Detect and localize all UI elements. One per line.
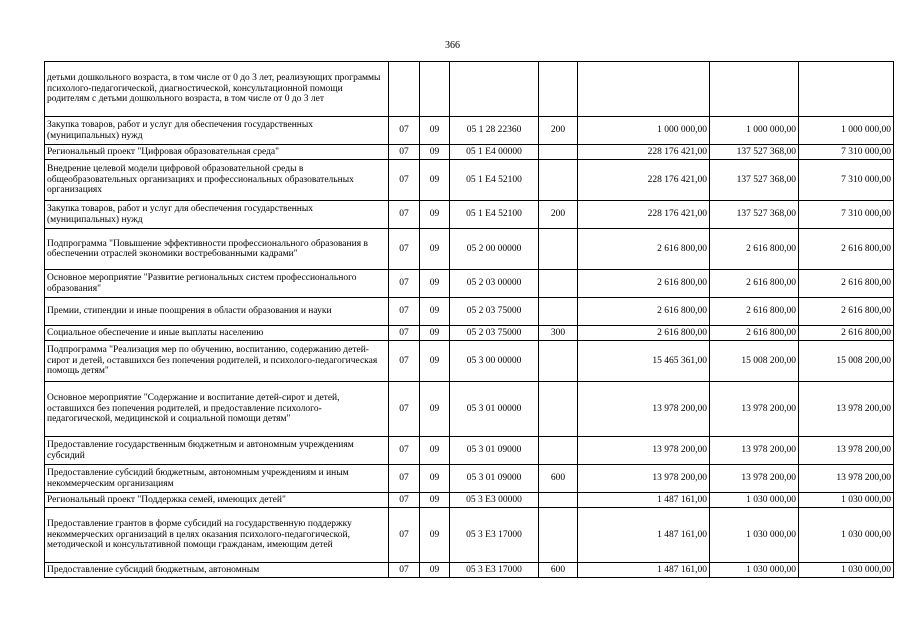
cell-target-article: 05 1 E4 52100 xyxy=(450,160,539,201)
cell-target-article: 05 2 03 75000 xyxy=(450,298,539,326)
cell-amount-1: 15 465 361,00 xyxy=(578,341,710,382)
cell-expense-type xyxy=(539,229,578,270)
cell-target-article: 05 3 E3 17000 xyxy=(450,563,539,578)
cell-expense-type xyxy=(539,270,578,298)
cell-amount-2: 2 616 800,00 xyxy=(710,326,799,341)
cell-section: 07 xyxy=(389,270,420,298)
table-row xyxy=(45,229,894,270)
cell-subsection: 09 xyxy=(420,341,450,382)
cell-target-article: 05 1 E4 52100 xyxy=(450,201,539,229)
cell-amount-3: 1 030 000,00 xyxy=(799,508,894,563)
table-row xyxy=(45,117,894,145)
cell-amount-2: 137 527 368,00 xyxy=(710,201,799,229)
cell-amount-1: 228 176 421,00 xyxy=(578,160,710,201)
cell-name: Основное мероприятие "Развитие региональных систем профессионального образования" xyxy=(45,270,389,298)
cell-amount-2: 137 527 368,00 xyxy=(710,145,799,160)
table-row xyxy=(45,62,894,117)
cell-amount-2: 1 030 000,00 xyxy=(710,493,799,508)
table-row xyxy=(45,437,894,465)
cell-amount-3: 2 616 800,00 xyxy=(799,298,894,326)
cell-amount-2: 2 616 800,00 xyxy=(710,298,799,326)
cell-amount-3: 13 978 200,00 xyxy=(799,437,894,465)
cell-name: Премии, стипендии и иные поощрения в области образования и науки xyxy=(45,298,389,326)
table-row xyxy=(45,465,894,493)
cell-subsection: 09 xyxy=(420,493,450,508)
cell-name: Региональный проект "Цифровая образовательная среда" xyxy=(45,145,389,160)
cell-section: 07 xyxy=(389,341,420,382)
page-number: 366 xyxy=(445,40,460,51)
cell-section: 07 xyxy=(389,117,420,145)
cell-subsection: 09 xyxy=(420,117,450,145)
cell-name: Предоставление грантов в форме субсидий на государственную поддержку некоммерческих организаций в целях оказания психолого-педагогической, методической и консультативной помощи гражданам, имеющим детей xyxy=(45,508,389,563)
table-row xyxy=(45,270,894,298)
cell-target-article: 05 3 E3 00000 xyxy=(450,493,539,508)
cell-target-article xyxy=(450,62,539,117)
cell-expense-type: 200 xyxy=(539,201,578,229)
cell-subsection: 09 xyxy=(420,298,450,326)
table-row xyxy=(45,382,894,437)
cell-section: 07 xyxy=(389,298,420,326)
cell-amount-1: 2 616 800,00 xyxy=(578,270,710,298)
cell-amount-3: 7 310 000,00 xyxy=(799,160,894,201)
table-row xyxy=(45,508,894,563)
cell-amount-1 xyxy=(578,62,710,117)
cell-amount-2: 2 616 800,00 xyxy=(710,229,799,270)
cell-amount-2: 13 978 200,00 xyxy=(710,465,799,493)
cell-amount-1: 1 487 161,00 xyxy=(578,508,710,563)
cell-amount-1: 2 616 800,00 xyxy=(578,298,710,326)
cell-section xyxy=(389,62,420,117)
cell-amount-1: 1 000 000,00 xyxy=(578,117,710,145)
cell-subsection xyxy=(420,62,450,117)
cell-amount-2: 137 527 368,00 xyxy=(710,160,799,201)
cell-expense-type xyxy=(539,160,578,201)
cell-expense-type: 200 xyxy=(539,117,578,145)
cell-amount-1: 2 616 800,00 xyxy=(578,326,710,341)
cell-amount-3: 2 616 800,00 xyxy=(799,229,894,270)
cell-section: 07 xyxy=(389,160,420,201)
cell-expense-type: 600 xyxy=(539,465,578,493)
cell-expense-type xyxy=(539,382,578,437)
table-row xyxy=(45,201,894,229)
cell-section: 07 xyxy=(389,326,420,341)
cell-target-article: 05 3 00 00000 xyxy=(450,341,539,382)
cell-name: Предоставление государственным бюджетным и автономным учреждениям субсидий xyxy=(45,437,389,465)
cell-subsection: 09 xyxy=(420,508,450,563)
cell-amount-1: 228 176 421,00 xyxy=(578,201,710,229)
cell-subsection: 09 xyxy=(420,229,450,270)
cell-name: Подпрограмма "Повышение эффективности профессионального образования в обеспечении отраслей экономики востребованными кадрами" xyxy=(45,229,389,270)
cell-name: детьми дошкольного возраста, в том числе от 0 до 3 лет, реализующих программы психолого-педагогической, диагностической, консультационной помощи родителям с детьми дошкольного возраста, в том числе от 0 до 3 лет xyxy=(45,62,389,117)
cell-section: 07 xyxy=(389,201,420,229)
cell-name: Основное мероприятие "Содержание и воспитание детей-сирот и детей, оставшихся без попечения родителей, и предоставление психолого-педагогической, медицинской и социальной помощи детям" xyxy=(45,382,389,437)
cell-expense-type xyxy=(539,145,578,160)
cell-section: 07 xyxy=(389,145,420,160)
cell-name: Предоставление субсидий бюджетным, автономным xyxy=(45,563,389,578)
cell-name: Закупка товаров, работ и услуг для обеспечения государственных (муниципальных) нужд xyxy=(45,201,389,229)
cell-target-article: 05 2 00 00000 xyxy=(450,229,539,270)
cell-subsection: 09 xyxy=(420,382,450,437)
cell-amount-3: 15 008 200,00 xyxy=(799,341,894,382)
cell-amount-1: 13 978 200,00 xyxy=(578,437,710,465)
cell-amount-2: 1 000 000,00 xyxy=(710,117,799,145)
cell-amount-3: 7 310 000,00 xyxy=(799,145,894,160)
cell-amount-3: 1 030 000,00 xyxy=(799,493,894,508)
cell-amount-2: 1 030 000,00 xyxy=(710,508,799,563)
cell-target-article: 05 3 01 09000 xyxy=(450,465,539,493)
cell-amount-2: 1 030 000,00 xyxy=(710,563,799,578)
cell-section: 07 xyxy=(389,563,420,578)
cell-name: Подпрограмма "Реализация мер по обучению, воспитанию, содержанию детей-сирот и детей, оставшихся без попечения родителей, и психолого-педагогическая помощь детям" xyxy=(45,341,389,382)
cell-expense-type: 600 xyxy=(539,563,578,578)
cell-amount-2: 2 616 800,00 xyxy=(710,270,799,298)
cell-amount-1: 13 978 200,00 xyxy=(578,382,710,437)
cell-subsection: 09 xyxy=(420,201,450,229)
cell-amount-3: 2 616 800,00 xyxy=(799,270,894,298)
table-row xyxy=(45,493,894,508)
cell-amount-1: 228 176 421,00 xyxy=(578,145,710,160)
table-row xyxy=(45,145,894,160)
cell-target-article: 05 3 01 00000 xyxy=(450,382,539,437)
table-row xyxy=(45,298,894,326)
cell-name: Внедрение целевой модели цифровой образовательной среды в общеобразовательных организациях и профессиональных образовательных организациях xyxy=(45,160,389,201)
cell-target-article: 05 3 01 09000 xyxy=(450,437,539,465)
cell-section: 07 xyxy=(389,508,420,563)
table-row xyxy=(45,326,894,341)
cell-name: Предоставление субсидий бюджетным, автономным учреждениям и иным некоммерческим организациям xyxy=(45,465,389,493)
cell-amount-2: 13 978 200,00 xyxy=(710,437,799,465)
cell-amount-3: 13 978 200,00 xyxy=(799,465,894,493)
cell-subsection: 09 xyxy=(420,437,450,465)
cell-name: Региональный проект "Поддержка семей, имеющих детей" xyxy=(45,493,389,508)
cell-amount-1: 1 487 161,00 xyxy=(578,493,710,508)
cell-expense-type xyxy=(539,493,578,508)
cell-subsection: 09 xyxy=(420,465,450,493)
cell-section: 07 xyxy=(389,493,420,508)
cell-amount-1: 2 616 800,00 xyxy=(578,229,710,270)
cell-amount-3: 13 978 200,00 xyxy=(799,382,894,437)
cell-target-article: 05 3 E3 17000 xyxy=(450,508,539,563)
cell-target-article: 05 1 E4 00000 xyxy=(450,145,539,160)
cell-section: 07 xyxy=(389,437,420,465)
cell-amount-3 xyxy=(799,62,894,117)
table-body xyxy=(45,62,894,578)
cell-name: Социальное обеспечение и иные выплаты населению xyxy=(45,326,389,341)
table-row xyxy=(45,341,894,382)
cell-amount-3: 1 000 000,00 xyxy=(799,117,894,145)
cell-subsection: 09 xyxy=(420,270,450,298)
cell-amount-1: 13 978 200,00 xyxy=(578,465,710,493)
cell-expense-type xyxy=(539,62,578,117)
table-row xyxy=(45,563,894,578)
cell-expense-type xyxy=(539,508,578,563)
cell-amount-3: 7 310 000,00 xyxy=(799,201,894,229)
cell-amount-3: 1 030 000,00 xyxy=(799,563,894,578)
table-row xyxy=(45,160,894,201)
cell-expense-type xyxy=(539,298,578,326)
cell-section: 07 xyxy=(389,229,420,270)
cell-subsection: 09 xyxy=(420,160,450,201)
cell-name: Закупка товаров, работ и услуг для обеспечения государственных (муниципальных) нужд xyxy=(45,117,389,145)
cell-amount-1: 1 487 161,00 xyxy=(578,563,710,578)
cell-amount-2: 13 978 200,00 xyxy=(710,382,799,437)
cell-target-article: 05 2 03 00000 xyxy=(450,270,539,298)
budget-table xyxy=(44,61,894,578)
cell-amount-3: 2 616 800,00 xyxy=(799,326,894,341)
cell-subsection: 09 xyxy=(420,145,450,160)
cell-target-article: 05 1 28 22360 xyxy=(450,117,539,145)
cell-amount-2 xyxy=(710,62,799,117)
cell-subsection: 09 xyxy=(420,563,450,578)
cell-section: 07 xyxy=(389,465,420,493)
cell-expense-type xyxy=(539,437,578,465)
cell-target-article: 05 2 03 75000 xyxy=(450,326,539,341)
cell-subsection: 09 xyxy=(420,326,450,341)
cell-expense-type xyxy=(539,341,578,382)
cell-amount-2: 15 008 200,00 xyxy=(710,341,799,382)
cell-section: 07 xyxy=(389,382,420,437)
cell-expense-type: 300 xyxy=(539,326,578,341)
